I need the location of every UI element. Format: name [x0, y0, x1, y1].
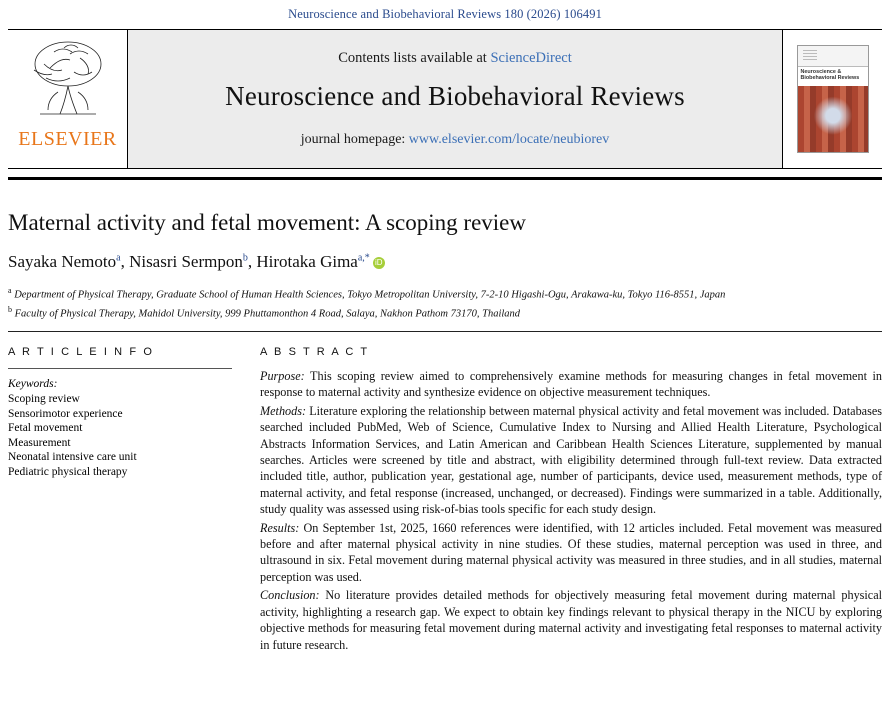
- elsevier-tree-icon: [20, 34, 116, 126]
- abstract-body: [260, 368, 882, 653]
- elsevier-wordmark: ELSEVIER: [18, 128, 117, 150]
- keyword-item: Measurement: [8, 436, 71, 449]
- keyword-item: Scoping review: [8, 393, 80, 405]
- journal-title: Neuroscience and Biobehavioral Reviews: [225, 81, 685, 111]
- author-affiliation-marker: b: [242, 252, 248, 264]
- masthead-right: [782, 30, 882, 168]
- keywords-label: Keywords:: [8, 378, 58, 390]
- publisher-logo: [8, 30, 128, 168]
- author-name[interactable]: Nisasri Sermpon: [129, 252, 243, 271]
- abstract-column: [246, 346, 882, 655]
- sciencedirect-link[interactable]: ScienceDirect: [490, 50, 572, 66]
- abstract-section-label: Purpose:: [260, 369, 305, 383]
- author-affiliation-marker: a: [116, 252, 121, 264]
- orcid-icon[interactable]: iD: [373, 257, 385, 269]
- journal-cover-image: [797, 45, 869, 153]
- article-info-heading: A R T I C L E I N F O: [8, 346, 154, 358]
- abstract-section-text: No literature provides detailed methods for objectively measuring fetal movement during maternal physical activity, highlighting a research gap. We expect to obtain key findings relevant to physical therapy in the NICU by exploring objective methods for measuring fetal movement during maternal activity and investigating fetal responses to maternal activity in future research.: [260, 588, 882, 652]
- author-list: Sayaka Nemoto$^a$, Nisasri Sermpon$^b$, Hirotaka Gima$^{a,*}$ iD: [8, 252, 882, 272]
- info-abstract-columns: [8, 346, 882, 655]
- abstract-section-label: Results:: [260, 520, 300, 535]
- page-title: Maternal activity and fetal movement: A scoping review: [8, 210, 526, 235]
- cover-journal-name: Neuroscience & Biobehavioral Reviews: [800, 69, 860, 82]
- abstract-section-text: On September 1st, 2025, 1660 references were identified, with 12 articles included. Fetal movement was measured before and after maternal physical activity in nine studies. Of these studies, maternal perception was used in three, and ultrasound in six. Fetal movement during maternal physical activity was measured in three studies, and in all studies, maternal perception was used.: [260, 520, 882, 584]
- keyword-item: Pediatric physical therapy: [8, 465, 128, 478]
- author-name[interactable]: Sayaka Nemoto: [8, 252, 117, 271]
- homepage-line: [301, 132, 610, 148]
- cover-artwork: [798, 86, 868, 152]
- article-info-column: [8, 346, 246, 655]
- masthead-center: [128, 30, 782, 168]
- abstract-section-text: This scoping review aimed to comprehensively examine methods for measuring changes in fetal movement in response to maternal activity and synthesize evidence on objective measurement techniques.: [260, 369, 882, 400]
- affiliation-item: [8, 303, 882, 322]
- affiliation-marker: b: [8, 304, 12, 314]
- abstract-section-label: Methods:: [260, 403, 307, 418]
- keyword-item: Neonatal intensive care unit: [8, 451, 137, 464]
- abstract-paragraph: [260, 368, 882, 401]
- keyword-item: Fetal movement: [8, 422, 83, 435]
- journal-homepage-link[interactable]: www.elsevier.com/locate/neubiorev: [408, 132, 610, 147]
- contents-prefix: Contents lists available at: [338, 50, 487, 66]
- abstract-section-label: Conclusion:: [260, 588, 320, 603]
- homepage-label: journal homepage:: [300, 132, 406, 147]
- affiliation-list: [8, 284, 882, 321]
- abstract-paragraph: [260, 403, 882, 518]
- affiliation-text: Faculty of Physical Therapy, Mahidol University, 999 Phuttamonthon 4 Road, Salaya, Nakhon Pathom 73170, Thailand: [14, 308, 521, 319]
- keywords-divider: [8, 368, 232, 369]
- author-name[interactable]: Hirotaka Gima: [256, 252, 358, 271]
- cover-header-bar: [798, 46, 868, 67]
- abstract-section-text: Literature exploring the relationship between maternal physical activity and fetal movement was included. Databases searched included PubMed, Web of Science, Cumulative Index to Nursing and Allied Health Literature, Psychological Abstracts Information Services, and Latin American and Caribbean Health Sciences Literature, supplemented by manual searches. Articles were screened by title and abstract, with eligibility determined through full-text review. Data extracted included title, author, publication year, gestational age, number of participants, device used, measurement methods, type of maternal activity, and fetal response (increased, unchanged, or decreased). Findings were summarized in a table. Additionally, study quality was assessed using risk-of-bias tools specific for each study design.: [260, 403, 882, 517]
- abstract-paragraph: [260, 520, 882, 586]
- affiliation-marker: a: [8, 286, 12, 295]
- keyword-item: Sensorimotor experience: [8, 407, 123, 420]
- journal-masthead: [8, 29, 882, 169]
- masthead-divider: [8, 177, 882, 180]
- abstract-heading: A B S T R A C T: [260, 346, 370, 358]
- article-content: [0, 210, 890, 655]
- affiliation-item: [8, 284, 882, 303]
- section-divider: [8, 331, 882, 332]
- running-head: Neuroscience and Biobehavioral Reviews 180 (2026) 106491: [288, 7, 602, 21]
- abstract-paragraph: [260, 587, 882, 653]
- author-affiliation-marker: a,*: [357, 252, 370, 264]
- affiliation-text: Department of Physical Therapy, Graduate School of Human Health Sciences, Tokyo Metropolitan University, 7-2-10 Higashi-Ogu, Arakawa-ku, Tokyo 116-8551, Japan: [14, 289, 726, 301]
- contents-line: [338, 50, 572, 67]
